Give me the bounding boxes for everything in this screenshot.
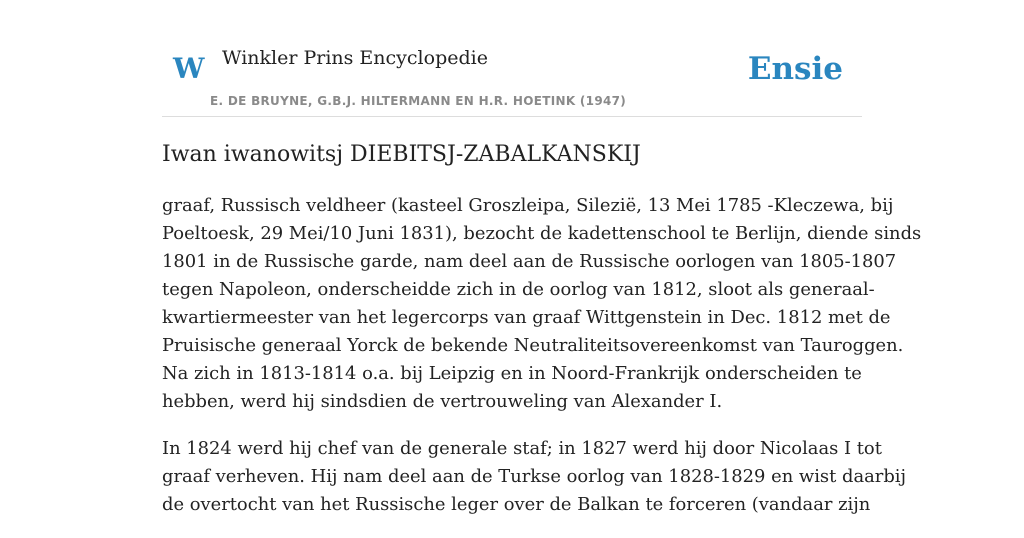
page-container (162, 0, 922, 515)
winkler-prins-logo-icon[interactable]: W (173, 52, 205, 85)
paragraph-line: kwartiermeester van het legercorps van graaf Wittgenstein in Dec. 1812 met de (162, 307, 891, 328)
paragraph-line: Poeltoesk, 29 Mei/10 Juni 1831), bezocht de kadettenschool te Berlijn, diende sinds (162, 223, 922, 244)
authors-line: E. DE BRUYNE, G.B.J. HILTERMANN EN H.R. HOETINK (1947) (210, 94, 627, 108)
site-title-link[interactable]: Winkler Prins Encyclopedie (222, 47, 488, 69)
article-title: Iwan iwanowitsj DIEBITSJ-ZABALKANSKIJ (162, 142, 641, 167)
article-body (162, 192, 922, 538)
article-paragraph-2 (162, 435, 907, 519)
site-header (162, 0, 862, 117)
article-paragraph-1 (162, 192, 922, 416)
paragraph-line: hebben, werd hij sindsdien de vertrouweling van Alexander I. (162, 391, 723, 412)
ensie-logo-link[interactable]: Ensie (747, 51, 843, 87)
paragraph-line: In 1824 werd hij chef van de generale staf; in 1827 werd hij door Nicolaas I tot (162, 438, 882, 459)
paragraph-line: 1801 in de Russische garde, nam deel aan de Russische oorlogen van 1805-1807 (162, 251, 897, 272)
paragraph-line: graaf verheven. Hij nam deel aan de Turkse oorlog van 1828-1829 en wist daarbij (162, 466, 907, 487)
paragraph-line: graaf, Russisch veldheer (kasteel Groszleipa, Silezië, 13 Mei 1785 -Kleczewa, bij (162, 195, 894, 216)
paragraph-line: tegen Napoleon, onderscheidde zich in de oorlog van 1812, sloot als generaal- (162, 279, 875, 300)
paragraph-line: de overtocht van het Russische leger over de Balkan te forceren (vandaar zijn (162, 494, 871, 515)
paragraph-line: Na zich in 1813-1814 o.a. bij Leipzig en in Noord-Frankrijk onderscheiden te (162, 363, 862, 384)
paragraph-line: Pruisische generaal Yorck de bekende Neutraliteitsovereenkomst van Tauroggen. (162, 335, 904, 356)
